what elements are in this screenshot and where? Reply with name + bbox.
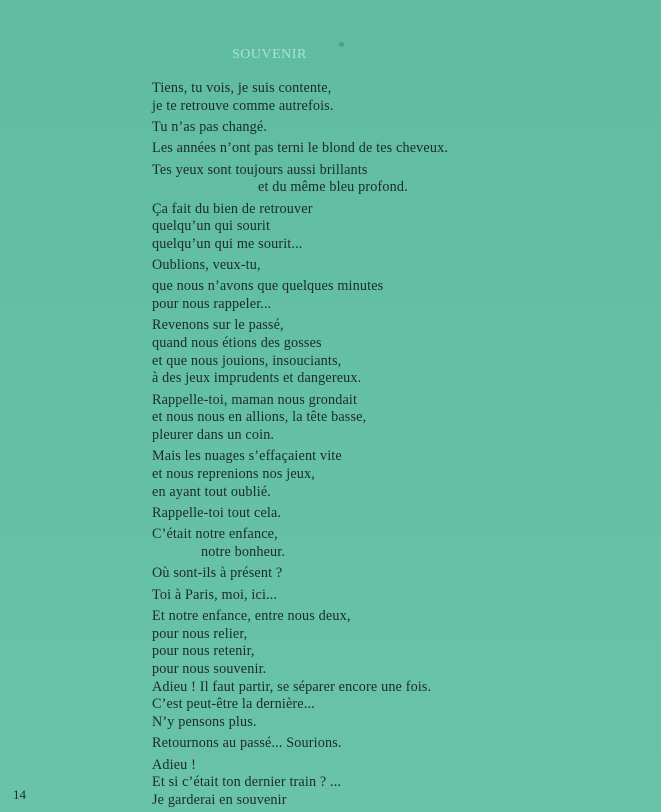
poem-line: Toi à Paris, moi, ici...	[152, 586, 278, 603]
poem-line: C’est peut-être la dernière...	[152, 696, 315, 713]
poem-line: Tes yeux sont toujours aussi brillants	[152, 161, 368, 178]
poem-line: Où sont-ils à présent ?	[152, 565, 283, 582]
poem-line: pour nous retenir,	[152, 643, 255, 660]
poem-line: Et si c’était ton dernier train ? ...	[152, 774, 342, 791]
poem-line: Retournons au passé... Sourions.	[152, 735, 342, 752]
poem-line: et nous nous en allions, la tête basse,	[152, 409, 367, 426]
poem-line: en ayant tout oublié.	[152, 483, 271, 500]
poem-line: Tiens, tu vois, je suis contente,	[152, 80, 332, 96]
poem-line: pleurer dans un coin.	[152, 427, 275, 444]
poem-line: pour nous souvenir.	[152, 660, 267, 677]
poem-line: Mais les nuages s’effaçaient vite	[152, 448, 342, 465]
poem-line: quelqu’un qui me sourit...	[152, 235, 303, 252]
poem-line: pour nous rappeler...	[152, 296, 272, 313]
poem-line: C’était notre enfance,	[152, 526, 278, 543]
poem-line: Revenons sur le passé,	[152, 317, 284, 334]
poem-line: et que nous jouions, insouciants,	[152, 352, 342, 369]
poem-line: Rappelle-toi, maman nous grondait	[152, 391, 358, 408]
poem-line: et nous reprenions nos jeux,	[152, 466, 315, 483]
poem-line: Oublions, veux-tu,	[152, 257, 261, 274]
poem-line: Adieu ! Il faut partir, se séparer encore une fois.	[152, 678, 432, 695]
poem-line: que nous n’avons que quelques minutes	[152, 278, 384, 295]
poem-line: Adieu !	[152, 756, 196, 773]
poem-line: notre bonheur.	[201, 544, 286, 561]
poem-line: Ça fait du bien de retrouver	[152, 200, 313, 217]
page-number: 14	[13, 787, 26, 802]
poem-line: N’y pensons plus.	[152, 714, 257, 730]
poem-line: Les années n’ont pas terni le blond de tes cheveux.	[152, 140, 449, 157]
poem-line: je te retrouve comme autrefois.	[152, 97, 334, 114]
poem-line: Tu n’as pas changé.	[152, 118, 268, 135]
poem-line: Je garderai en souvenir	[152, 791, 287, 808]
poem-line: Rappelle-toi tout cela.	[152, 505, 282, 522]
poem-line: quelqu’un qui sourit	[152, 218, 271, 235]
poem-title: SOUVENIR	[232, 47, 307, 62]
decorative-dot	[339, 42, 344, 47]
poem-line: à des jeux imprudents et dangereux.	[152, 370, 362, 387]
poem-line: Et notre enfance, entre nous deux,	[152, 607, 351, 624]
poem-body	[152, 80, 632, 810]
poem-line: pour nous relier,	[152, 625, 248, 642]
poem-line: et du même bleu profond.	[258, 179, 408, 196]
poem-line: quand nous étions des gosses	[152, 335, 322, 352]
